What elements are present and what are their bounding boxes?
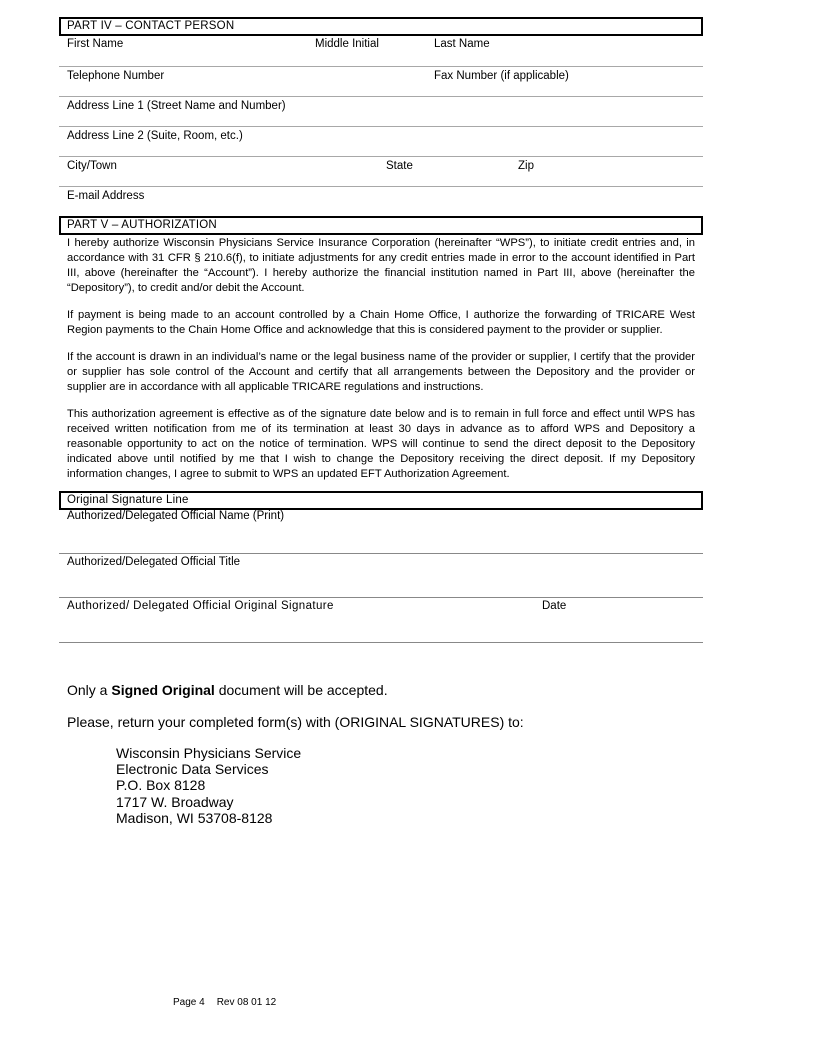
telephone-label: Telephone Number xyxy=(67,70,165,82)
authorization-text xyxy=(59,235,703,482)
city-row xyxy=(59,157,703,187)
auth-paragraph: I hereby authorize Wisconsin Physicians Service Insurance Corporation (hereinafter “WPS”), to initiate credit entries and, in accordance with 31 CFR § 210.6(f), to initiate adjustments for any credit entries made in error to the account identified in Part III, above (hereinafter the “Account”). I hereby authorize the financial institution named in Part III, above (hereinafter the “Depository”), to credit and/or debit the Account. xyxy=(67,237,695,294)
mailing-address xyxy=(116,745,301,826)
address2-label: Address Line 2 (Suite, Room, etc.) xyxy=(67,130,243,142)
address-line: Wisconsin Physicians Service xyxy=(116,745,302,761)
fax-label: Fax Number (if applicable) xyxy=(434,70,569,82)
part4-header: PART IV – CONTACT PERSON xyxy=(59,17,703,36)
address1-row xyxy=(59,97,703,127)
address-line: Electronic Data Services xyxy=(116,761,269,778)
official-title-label: Authorized/Delegated Official Title xyxy=(67,556,241,568)
email-label: E-mail Address xyxy=(67,190,145,202)
zip-label: Zip xyxy=(518,160,534,172)
email-row xyxy=(59,187,703,216)
address2-row xyxy=(59,127,703,157)
address-line: Madison, WI 53708-8128 xyxy=(116,809,273,826)
return-instructions: Please, return your completed form(s) with (ORIGINAL SIGNATURES) to: xyxy=(67,714,524,730)
official-signature-label: Authorized/ Delegated Official Original Signature xyxy=(67,600,334,612)
city-label: City/Town xyxy=(67,160,117,172)
signed-original-emphasis: Signed Original xyxy=(111,682,215,698)
signed-original-notice: Only a Signed Original document will be accepted. xyxy=(67,682,388,698)
first-name-label: First Name xyxy=(67,38,124,50)
phone-row xyxy=(59,67,703,97)
signature-header: Original Signature Line xyxy=(59,491,703,510)
official-signature-row xyxy=(59,598,703,643)
last-name-label: Last Name xyxy=(434,38,490,50)
page-number: Page 4 xyxy=(173,997,205,1008)
official-title-row xyxy=(59,554,703,598)
address-line: 1717 W. Broadway xyxy=(116,793,234,810)
official-name-row xyxy=(59,510,703,554)
address1-label: Address Line 1 (Street Name and Number) xyxy=(67,100,286,112)
state-label: State xyxy=(386,160,413,172)
address-line: P.O. Box 8128 xyxy=(116,777,206,794)
page-footer xyxy=(173,997,276,1008)
part5-header: PART V – AUTHORIZATION xyxy=(59,216,703,235)
date-label: Date xyxy=(542,600,567,612)
name-row xyxy=(59,36,703,67)
auth-paragraph: This authorization agreement is effective as of the signature date below and is to remain in full force and effect until WPS has received written notification from me of its termination at least 30 days in advance as to afford WPS and Depository a reasonable opportunity to act on the notice of termination. WPS will continue to send the direct deposit to the Depository indicated above until notified by me that I wish to change the Depository receiving the direct deposit. If my Depository information changes, I agree to submit to WPS an updated EFT Authorization Agreement. xyxy=(67,408,695,480)
form-page xyxy=(59,17,703,643)
official-name-label: Authorized/Delegated Official Name (Print) xyxy=(67,510,285,522)
auth-paragraph: If payment is being made to an account controlled by a Chain Home Office, I authorize the forwarding of TRICARE West Region payments to the Chain Home Office and acknowledge that this is considered payment to the provider or supplier. xyxy=(67,309,695,336)
revision: Rev 08 01 12 xyxy=(216,997,277,1008)
middle-initial-label: Middle Initial xyxy=(315,38,379,50)
auth-paragraph: If the account is drawn in an individual’s name or the legal business name of the provider or supplier, I certify that the provider or supplier has sole control of the Account and certify that all arrangements between the Depository and the provider or supplier are in accordance with all applicable TRICARE regulations and instructions. xyxy=(67,351,695,393)
